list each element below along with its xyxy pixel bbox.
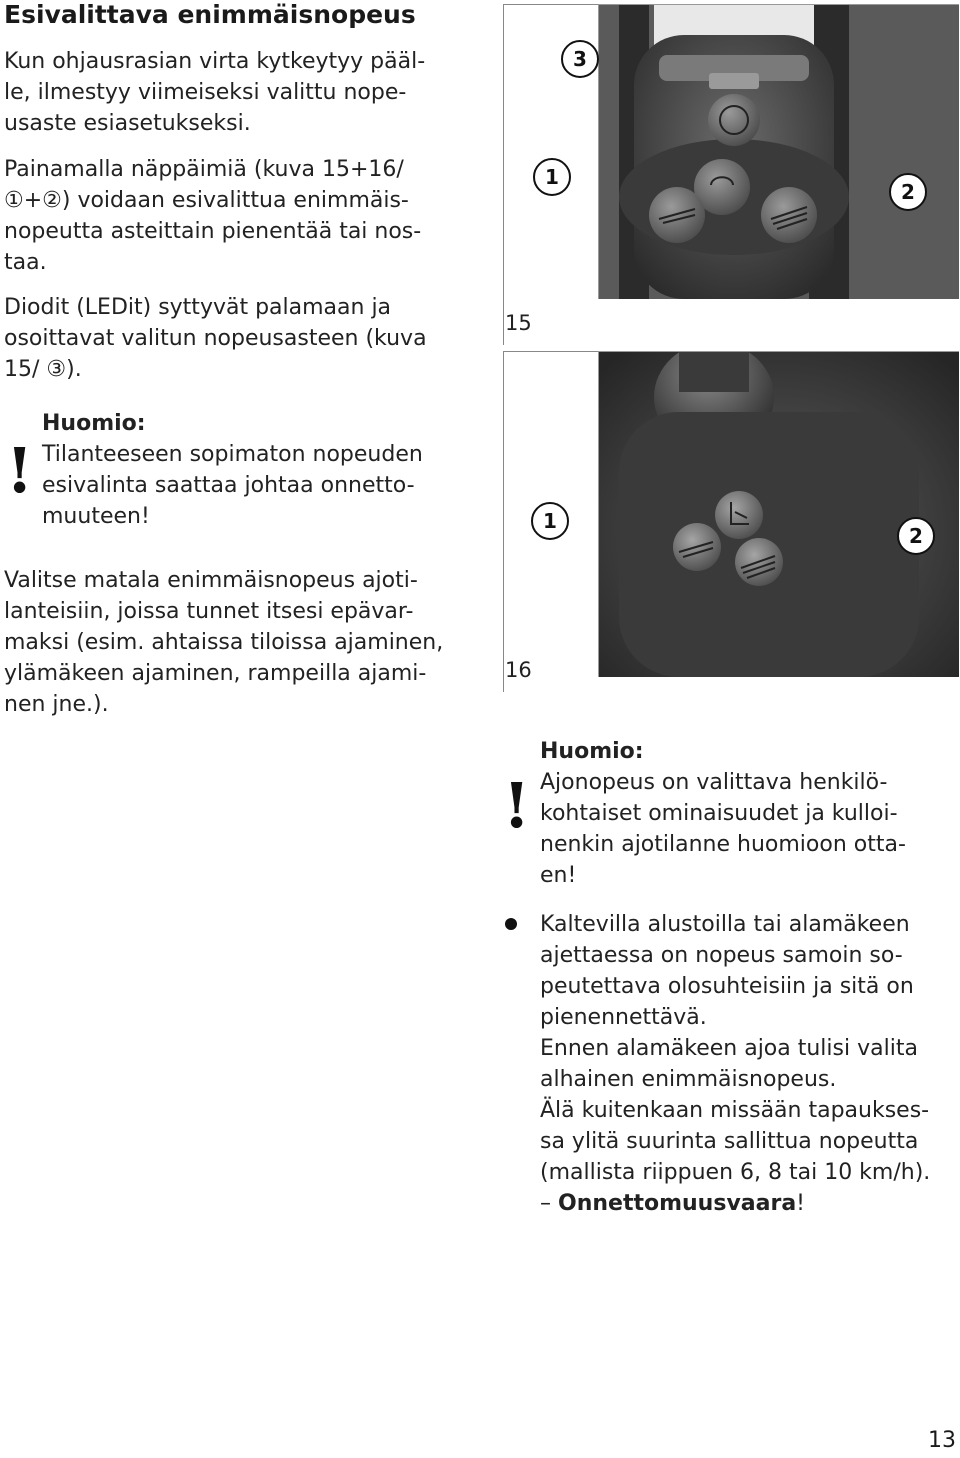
joystick-panel-photo bbox=[598, 351, 959, 677]
text-line: nenkin ajotilanne huomioon otta- bbox=[540, 832, 906, 857]
page-number: 13 bbox=[928, 1428, 956, 1453]
text-line: Kun ohjausrasian virta kytkeytyy pääl- bbox=[4, 49, 426, 74]
control-panel-photo bbox=[598, 4, 959, 299]
warning-dash: – bbox=[540, 1191, 551, 1216]
callout-2: 2 bbox=[889, 173, 927, 211]
text-line: Ajonopeus on valittava henkilö- bbox=[540, 770, 888, 795]
callout-2: 2 bbox=[897, 517, 935, 555]
text-line: nen jne.). bbox=[4, 692, 109, 717]
paragraph-buttons bbox=[4, 154, 460, 278]
text-line: alhainen enimmäisnopeus. bbox=[540, 1067, 837, 1092]
paragraph-leds bbox=[4, 292, 460, 385]
text-line: ylämäkeen ajaminen, rampeilla ajami- bbox=[4, 661, 427, 686]
text-line: Painamalla näppäimiä (kuva 15+16/ bbox=[4, 157, 404, 182]
text-line: Kaltevilla alustoilla tai alamäkeen bbox=[540, 912, 910, 937]
left-note bbox=[42, 408, 462, 532]
right-note bbox=[540, 736, 956, 891]
warning-exclamation-icon: ! bbox=[6, 434, 34, 507]
callout-1: 1 bbox=[531, 502, 569, 540]
section-heading: Esivalittava enimmäisnopeus bbox=[4, 0, 416, 29]
control-panel-illustration bbox=[599, 5, 959, 299]
callout-3: 3 bbox=[561, 40, 599, 78]
text-line: kohtaiset ominaisuudet ja kulloi- bbox=[540, 801, 898, 826]
note-title: Huomio: bbox=[42, 411, 146, 436]
bullet-icon bbox=[505, 918, 517, 930]
text-line: peutettava olosuhteisiin ja sitä on bbox=[540, 974, 914, 999]
text-line: Ennen alamäkeen ajoa tulisi valita bbox=[540, 1036, 918, 1061]
bullet-item bbox=[540, 909, 956, 1219]
text-line: maksi (esim. ahtaissa tiloissa ajaminen, bbox=[4, 630, 444, 655]
text-line: esivalinta saattaa johtaa onnetto- bbox=[42, 473, 415, 498]
text-line: le, ilmestyy viimeiseksi valittu nope- bbox=[4, 80, 407, 105]
text-line: lanteisiin, joissa tunnet itsesi epävar- bbox=[4, 599, 414, 624]
figure-15-label: 15 bbox=[505, 311, 532, 335]
text-line: usaste esiasetukseksi. bbox=[4, 111, 251, 136]
note-title: Huomio: bbox=[540, 739, 644, 764]
text-line: 15/ ③). bbox=[4, 357, 82, 382]
warning-line bbox=[540, 1188, 956, 1219]
text-line: nopeutta asteittain pienentää tai nos- bbox=[4, 219, 422, 244]
text-line: taa. bbox=[4, 250, 47, 275]
text-line: sa ylitä suurinta sallittua nopeutta bbox=[540, 1129, 919, 1154]
text-line: en! bbox=[540, 863, 577, 888]
warning-word: Onnettomuusvaara bbox=[558, 1191, 797, 1216]
text-line: pienennettävä. bbox=[540, 1005, 707, 1030]
paragraph-advice bbox=[4, 565, 460, 720]
figure-16-label: 16 bbox=[505, 658, 532, 682]
text-line: osoittavat valitun nopeusasteen (kuva bbox=[4, 326, 427, 351]
warning-end: ! bbox=[796, 1191, 805, 1216]
text-line: Tilanteeseen sopimaton nopeuden bbox=[42, 442, 423, 467]
text-line: ①+②) voidaan esivalittua enimmäis- bbox=[4, 188, 409, 213]
text-line: Diodit (LEDit) syttyvät palamaan ja bbox=[4, 295, 392, 320]
warning-exclamation-icon: ! bbox=[503, 769, 531, 842]
paragraph-intro bbox=[4, 46, 460, 139]
text-line: ajettaessa on nopeus samoin so- bbox=[540, 943, 903, 968]
text-line: muuteen! bbox=[42, 504, 150, 529]
callout-1: 1 bbox=[533, 158, 571, 196]
text-line: Valitse matala enimmäisnopeus ajoti- bbox=[4, 568, 418, 593]
text-line: (mallista riippuen 6, 8 tai 10 km/h). bbox=[540, 1160, 931, 1185]
text-line: Älä kuitenkaan missään tapaukses- bbox=[540, 1098, 930, 1123]
joystick-panel-illustration bbox=[599, 352, 959, 677]
